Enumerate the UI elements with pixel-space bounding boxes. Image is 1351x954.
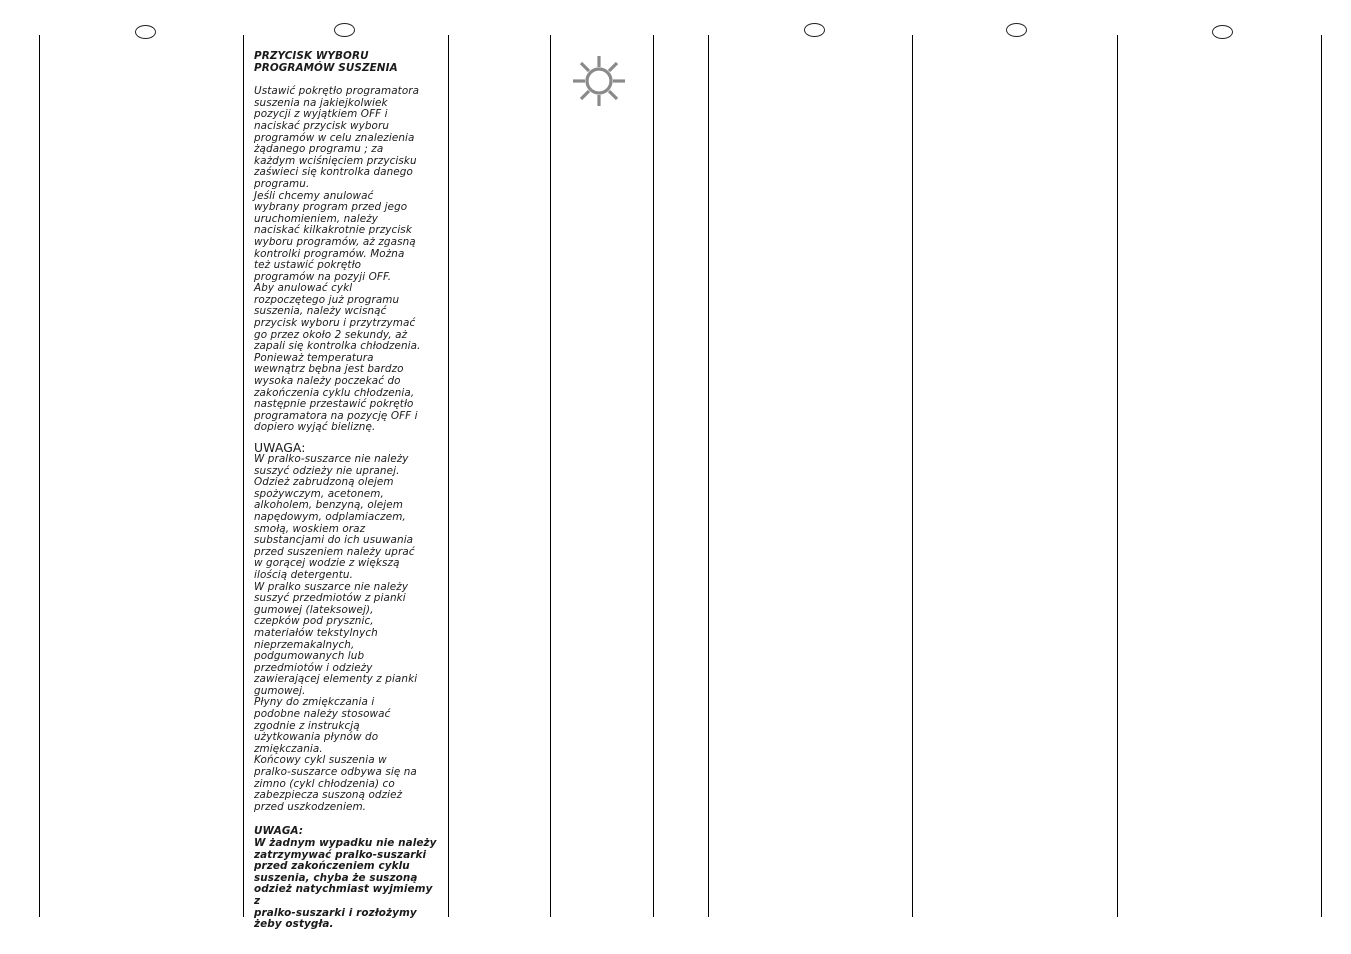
oval-marker-icon [804,23,825,37]
note-label: UWAGA: [254,440,306,455]
column-rule [550,35,551,917]
column-rule [653,35,654,917]
oval-marker-icon [334,23,355,37]
instruction-column [254,51,439,931]
note-body: W pralko-suszarce nie należy suszyć odzieży nie upranej. Odzież zabrudzoną olejem spożywczym, acetonem, alkoholem, benzyną, olejem napędowym, odplamiaczem, smołą, woskiem oraz substancjami do ich usuwania przed suszeniem należy uprać w gorącej wodzie z większą ilością detergentu. W pralko suszarce nie należy suszyć przedmiotów z pianki gumowej (lateksowej), czepków pod prysznic, materiałów tekstylnych nieprzemakalnych, podgumowanych lub przedmiotów i odzieży zawierającej elementy z pianki gumowej. Płyny do zmiękczania i podobne należy stosować zgodnie z instrukcją użytkowania płynów do zmiękczania. Końcowy cykl suszenia w pralko-suszarce odbywa się na zimno (cykl chłodzenia) co zabezpiecza suszoną odzież przed uszkodzeniem. [254,453,418,813]
warning-label: UWAGA: [254,825,304,838]
oval-marker-icon [1006,23,1027,37]
oval-marker-icon [1212,25,1233,39]
section-heading: PRZYCISK WYBORU PROGRAMÓW SUSZENIA [254,50,398,74]
column-rule [912,35,913,917]
column-rule [1321,35,1322,917]
column-rule [448,35,449,917]
column-rule [39,35,40,917]
sun-icon [572,55,626,107]
warning-body: W żadnym wypadku nie należy zatrzymywać pralko-suszarki przed zakończeniem cyklu suszenia, chyba że suszoną odzież natychmiast wyjmiemy z pralko-suszarki i rozłożymy żeby ostygła. [254,837,437,931]
section-body: Ustawić pokrętło programatora suszenia na jakiejkolwiek pozycji z wyjątkiem OFF i naciskać przycisk wyboru programów w celu znalezienia żądanego programu ; za każdym wciśnięciem przycisku zaświeci się kontrolka danego programu. Jeśli chcemy anulować wybrany program przed jego uruchomieniem, należy naciskać kilkakrotnie przycisk wyboru programów, aż zgasną kontrolki programów. Można też ustawić pokrętło programów na pozyji OFF. Aby anulować cykl rozpoczętego już programu suszenia, należy wcisnąć przycisk wyboru i przytrzymać go przez około 2 sekundy, aż zapali się kontrolka chłodzenia. Ponieważ temperatura wewnątrz bębna jest bardzo wysoka należy poczekać do zakończenia cyklu chłodzenia, następnie przestawić pokrętło programatora na pozycję OFF i dopiero wyjąć bieliznę. [254,85,421,434]
oval-marker-icon [135,25,156,39]
column-rule [708,35,709,917]
column-rule [243,35,244,917]
column-rule [1117,35,1118,917]
